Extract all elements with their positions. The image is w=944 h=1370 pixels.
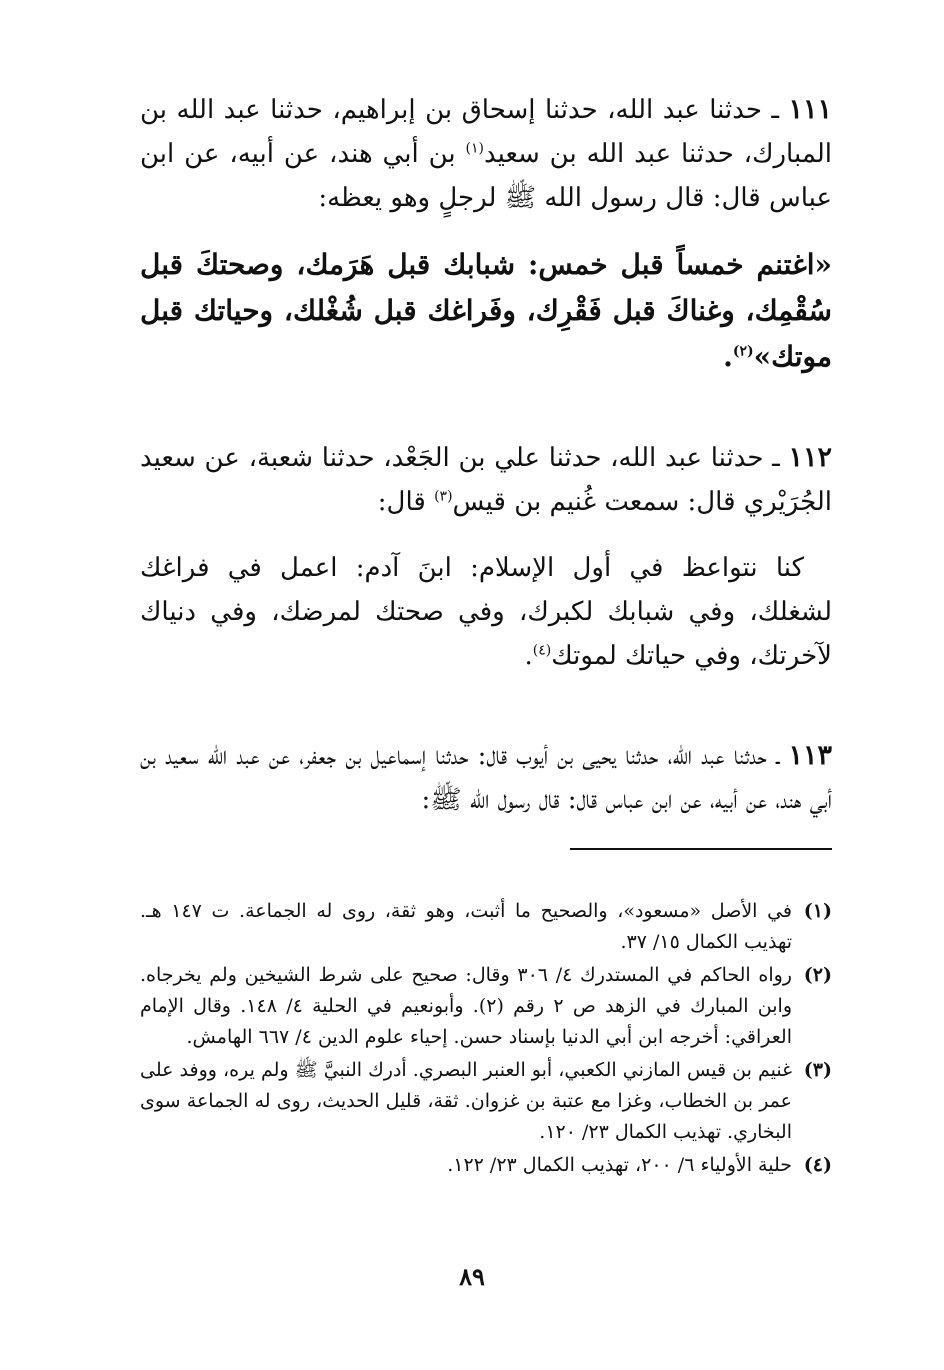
footnote-number: (٢): [803, 964, 832, 986]
footnote-ref[interactable]: (٣): [434, 488, 453, 505]
footnote-number: (١): [803, 900, 832, 922]
hadith-111: [140, 88, 832, 220]
quote-text: كنا نتواعظ في أول الإسلام: ابنَ آدم: اعمل في فراغك لشغلك، وفي شبابك لكبرك، وفي صحتك لمرضك، وفي دنياك لآخرتك، وفي حياتك لموتك: [140, 553, 832, 671]
footnote-text: غنيم بن قيس المازني الكعبي، أبو العنبر البصري. أدرك النبيَّ ﷺ ولم يره، ووفد على عمر بن الخطاب، وغزا مع عتبة بن غزوان. ثقة، قليل الحديث، روى له الجماعة سوى البخاري. تهذيب الكمال ٢٣/ ١٢٠.: [140, 1059, 792, 1143]
hadith-text: ـ حدثنا عبد الله، حدثنا يحيى بن أيوب قال: حدثنا إسماعيل بن جعفر، عن عبد الله سعيد بن أبي هند، عن أبيه، عن ابن عباس قال: قال رسول الله ﷺ:: [140, 741, 832, 815]
hadith-number: ١١٣: [788, 740, 832, 771]
footnote-text: في الأصل «مسعود»، والصحيح ما أثبت، وهو ثقة، روى له الجماعة. ت ١٤٧ هـ. تهذيب الكمال ١٥/ ٣٧.: [140, 900, 792, 953]
hadith-112-quote: [140, 546, 832, 678]
footnotes: [140, 896, 832, 1183]
hadith-number: ١١٢: [788, 442, 832, 473]
hadith-text: بن أبي هند، عن أبيه، عن ابن عباس قال: قال رسول الله ﷺ لرجلٍ وهو يعظه:: [140, 139, 832, 213]
footnote-number: (٤): [803, 1154, 832, 1176]
footnote-number: (٣): [803, 1059, 832, 1081]
footnote-text: رواه الحاكم في المستدرك ٤/ ٣٠٦ وقال: صحيح على شرط الشيخين ولم يخرجاه. وابن المبارك في الزهد ص ٢ رقم (٢). وأبونعيم في الحلية ٤/ ١٤٨. وقال الإمام العراقي: أخرجه ابن أبي الدنيا بإسناد حسن. إحياء علوم الدين ٤/ ٦٦٧ الهامش.: [140, 964, 792, 1048]
footnote-1: [140, 896, 832, 958]
footnote-4: [140, 1150, 832, 1181]
hadith-text: ـ حدثنا عبد الله، حدثنا علي بن الجَعْد، حدثنا شعبة، عن سعيد الجُرَيْري قال: سمعت غُنيم بن قيس: [140, 443, 832, 517]
quote-text: «اغتنم خمساً قبل خمس: شبابك قبل هَرَمك، وصحتكَ قبل سُقْمِك، وغناكَ قبل فَقْرِك، وفَراغك قبل شُغْلك، وحياتك قبل موتك»: [140, 248, 832, 373]
footnote-2: [140, 960, 832, 1053]
footnote-ref[interactable]: (٤): [532, 642, 552, 659]
punctuation: .: [723, 340, 733, 373]
spacer: [140, 678, 832, 734]
page-number: ٨٩: [459, 1262, 485, 1291]
spacer: [140, 380, 832, 436]
hadith-113: [140, 734, 832, 822]
hadith-111-quote: [140, 242, 832, 380]
main-text: [140, 88, 832, 822]
footnote-3: [140, 1055, 832, 1148]
hadith-112: [140, 436, 832, 524]
footnote-divider: [570, 848, 832, 850]
footnote-ref[interactable]: (٢): [732, 343, 754, 360]
footnote-text: حلية الأولياء ٦/ ٢٠٠، تهذيب الكمال ٢٣/ ١٢٢.: [447, 1154, 792, 1176]
hadith-text: ـ حدثنا عبد الله، حدثنا إسحاق بن إبراهيم، حدثنا عبد الله بن المبارك، حدثنا عبد الله بن سعيد: [140, 95, 832, 169]
punctuation: .: [524, 641, 533, 671]
hadith-number: ١١١: [788, 94, 832, 125]
footnote-ref[interactable]: (١): [465, 140, 484, 157]
hadith-text: قال:: [377, 487, 435, 517]
